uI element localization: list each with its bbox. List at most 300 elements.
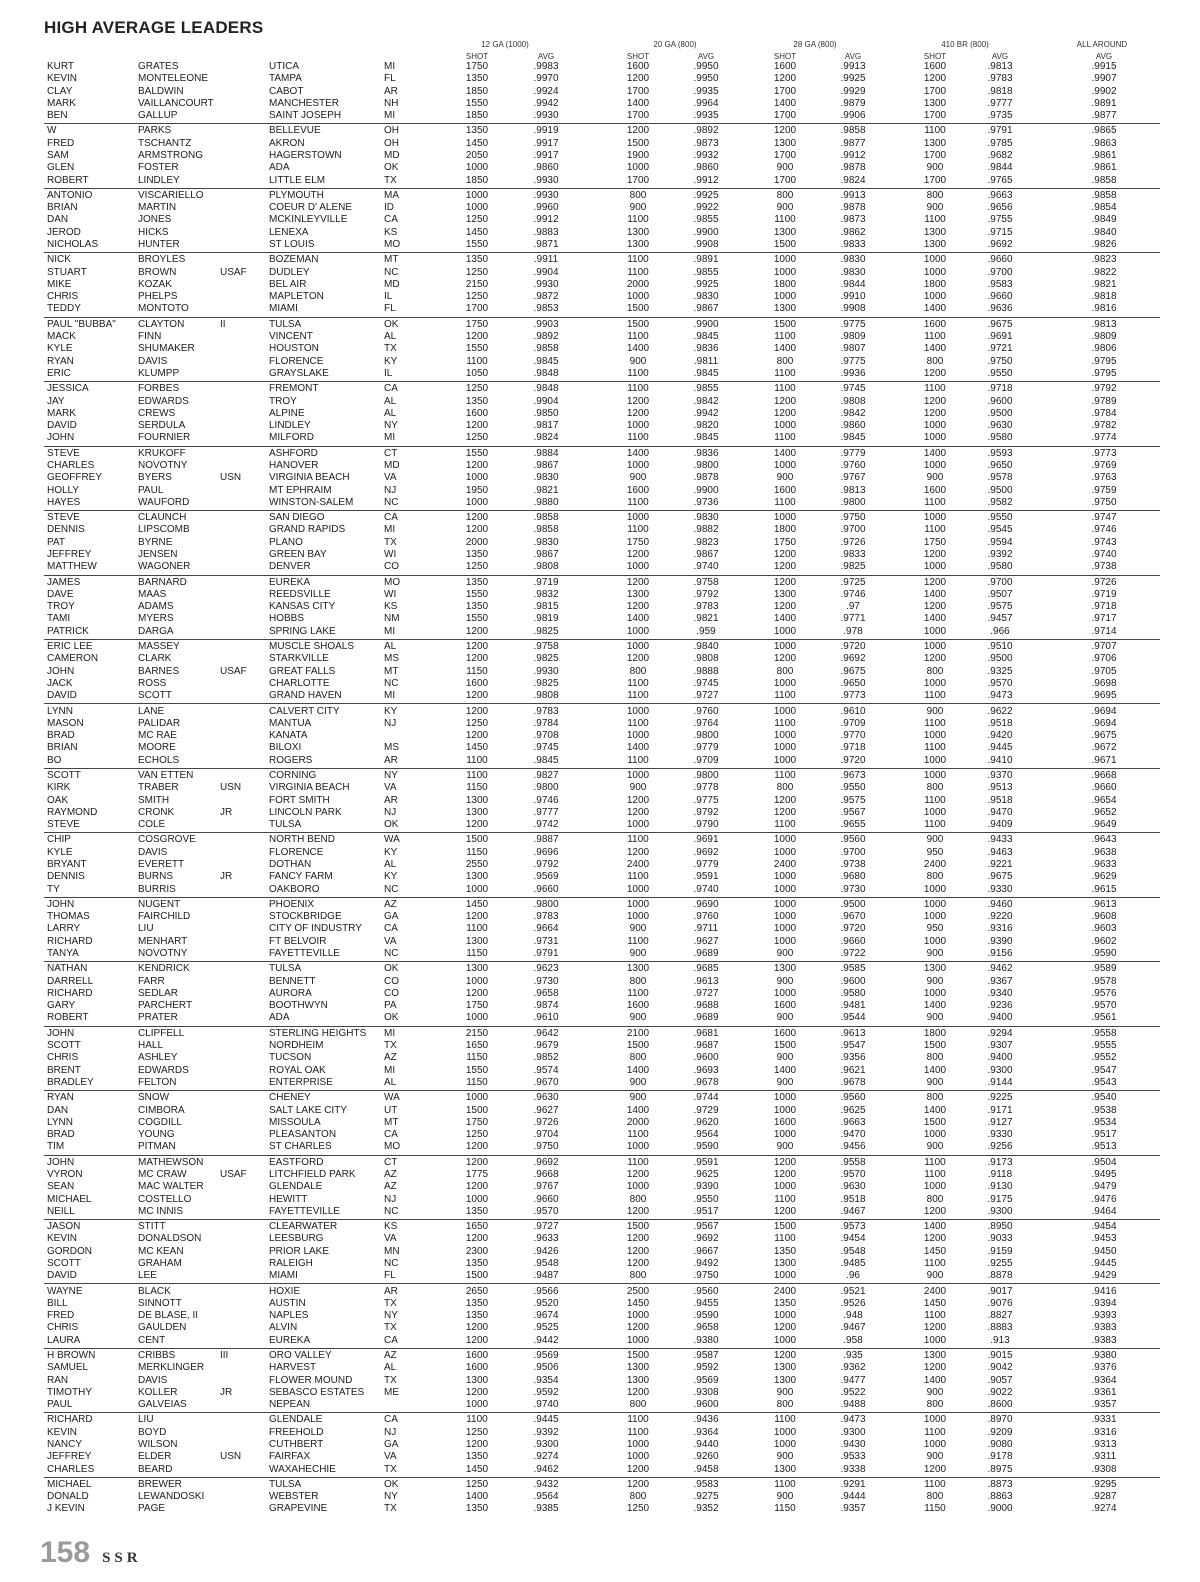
- cell-410br-avg: .9300: [987, 1064, 1013, 1076]
- cell-12ga-avg: .9385: [533, 1503, 559, 1515]
- cell-state: FL: [384, 303, 396, 315]
- cell-28ga-shot: 1000: [773, 883, 797, 895]
- cell-28ga-shot: 900: [776, 1386, 794, 1398]
- cell-410br-shot: 1400: [923, 303, 947, 315]
- cell-first-name: NANCY: [47, 1439, 83, 1450]
- cell-city: STARKVILLE: [269, 653, 329, 665]
- cell-first-name: NATHAN: [47, 963, 88, 975]
- cell-first-name: FRED: [47, 137, 75, 149]
- cell-20ga-shot: 1600: [626, 1000, 650, 1012]
- cell-12ga-shot: 1000: [465, 496, 489, 508]
- cell-20ga-avg: .9778: [693, 782, 719, 794]
- cell-410br-avg: .9715: [987, 226, 1013, 238]
- cell-first-name: OAK: [47, 794, 69, 806]
- cell-first-name: SEAN: [47, 1181, 75, 1193]
- cell-20ga-avg: .9492: [693, 1257, 719, 1269]
- cell-20ga-shot: 1100: [627, 1129, 649, 1140]
- cell-20ga-avg: .9783: [693, 601, 719, 613]
- cell-last-name: EDWARDS: [138, 395, 189, 407]
- cell-410br-avg: .9000: [987, 1503, 1013, 1515]
- cell-first-name: THOMAS: [47, 911, 90, 923]
- cell-all-around-avg: .9823: [1091, 254, 1117, 266]
- cell-410br-shot: 900: [926, 947, 944, 959]
- cell-28ga-shot: 1200: [773, 1205, 797, 1217]
- cell-city: HOBBS: [269, 613, 305, 625]
- cell-city: CHARLOTTE: [269, 677, 330, 689]
- cell-state: AL: [384, 407, 397, 419]
- cell-city: BOOTHWYN: [269, 1000, 328, 1012]
- cell-last-name: BARNARD: [138, 576, 187, 588]
- cell-28ga-avg: .9813: [840, 484, 866, 496]
- cell-410br-avg: .9507: [987, 588, 1013, 600]
- cell-12ga-avg: .9850: [533, 407, 559, 419]
- cell-12ga-shot: 1650: [465, 1040, 489, 1051]
- cell-city: ST CHARLES: [269, 1141, 332, 1153]
- cell-20ga-shot: 1200: [626, 601, 650, 613]
- cell-first-name: TEDDY: [47, 303, 81, 315]
- cell-20ga-avg: .9740: [693, 561, 719, 573]
- cell-state: NC: [384, 496, 399, 508]
- cell-state: TX: [384, 1297, 397, 1309]
- cell-28ga-avg: .9720: [840, 641, 866, 652]
- cell-last-name: MERKLINGER: [138, 1362, 205, 1374]
- cell-12ga-avg: .9867: [533, 460, 559, 471]
- cell-410br-shot: 1100: [924, 1168, 946, 1180]
- cell-20ga-shot: 1200: [626, 1168, 650, 1180]
- cell-20ga-shot: 1100: [627, 367, 649, 379]
- cell-410br-shot: 1000: [923, 432, 947, 444]
- cell-all-around-avg: .9822: [1091, 266, 1117, 278]
- cell-last-name: NOVOTNY: [138, 947, 188, 959]
- cell-first-name: TANYA: [47, 947, 79, 959]
- cell-410br-shot: 900: [926, 202, 944, 214]
- cell-20ga-avg: .9900: [693, 226, 719, 238]
- cell-12ga-avg: .9566: [533, 1285, 559, 1297]
- cell-city: GREAT FALLS: [269, 665, 336, 677]
- cell-all-around-avg: .9813: [1091, 318, 1117, 330]
- cell-410br-avg: .913: [990, 1334, 1010, 1346]
- cell-20ga-avg: .9842: [693, 395, 719, 407]
- cell-12ga-avg: .9858: [533, 512, 559, 524]
- cell-suffix: USAF: [220, 266, 247, 278]
- cell-28ga-shot: 1100: [774, 1233, 796, 1245]
- cell-12ga-shot: 1000: [465, 1193, 489, 1205]
- cell-all-around-avg: .9773: [1091, 447, 1117, 459]
- cell-20ga-avg: .9308: [693, 1386, 719, 1398]
- cell-state: NC: [384, 677, 399, 689]
- cell-last-name: PAUL: [138, 484, 164, 496]
- cell-12ga-avg: .9569: [533, 1350, 559, 1361]
- cell-12ga-avg: .9871: [533, 239, 559, 250]
- header-12ga-avg: AVG: [537, 52, 555, 61]
- cell-last-name: GAULDEN: [138, 1322, 187, 1334]
- cell-410br-shot: 1100: [924, 742, 946, 754]
- cell-410br-avg: .9340: [987, 987, 1013, 999]
- header-410br-shot: SHOT: [923, 52, 947, 61]
- cell-20ga-shot: 2100: [626, 1027, 650, 1039]
- cell-410br-shot: 1500: [923, 1040, 947, 1051]
- cell-20ga-shot: 1200: [626, 576, 650, 588]
- cell-28ga-shot: 900: [776, 162, 794, 174]
- cell-20ga-avg: .9678: [693, 1076, 719, 1088]
- cell-all-around-avg: .9740: [1091, 549, 1117, 560]
- cell-410br-avg: .8873: [987, 1478, 1013, 1490]
- cell-12ga-shot: 1500: [465, 834, 489, 846]
- cell-20ga-shot: 1000: [626, 1141, 650, 1153]
- cell-all-around-avg: .9576: [1091, 987, 1117, 999]
- cell-all-around-avg: .9694: [1091, 717, 1117, 729]
- cell-410br-shot: 1000: [923, 1181, 947, 1193]
- cell-all-around-avg: .9394: [1091, 1297, 1117, 1309]
- cell-12ga-avg: .9548: [533, 1257, 559, 1269]
- cell-410br-shot: 2400: [923, 858, 947, 870]
- cell-20ga-avg: .9583: [693, 1478, 719, 1490]
- cell-28ga-avg: .9521: [840, 1285, 866, 1297]
- cell-state: OH: [384, 137, 399, 149]
- cell-20ga-avg: .9873: [693, 137, 719, 149]
- cell-28ga-avg: .9913: [840, 61, 866, 72]
- cell-state: GA: [384, 1439, 399, 1450]
- cell-last-name: CLAYTON: [138, 318, 185, 330]
- cell-all-around-avg: .9364: [1091, 1374, 1117, 1386]
- cell-410br-avg: .9173: [987, 1156, 1013, 1168]
- cell-all-around-avg: .9561: [1091, 1012, 1117, 1024]
- cell-410br-avg: .9470: [987, 806, 1013, 818]
- cell-410br-avg: .9330: [987, 1129, 1013, 1140]
- cell-first-name: STEVE: [47, 447, 80, 459]
- cell-410br-avg: .8878: [987, 1270, 1013, 1282]
- cell-last-name: ASHLEY: [138, 1052, 178, 1064]
- cell-20ga-shot: 1100: [627, 214, 649, 226]
- group-divider: [44, 317, 1160, 318]
- cell-state: NM: [384, 613, 400, 625]
- cell-first-name: LARRY: [47, 923, 81, 935]
- cell-12ga-shot: 1200: [465, 1322, 489, 1334]
- cell-410br-avg: .9660: [987, 291, 1013, 303]
- cell-20ga-shot: 800: [629, 1491, 647, 1503]
- cell-first-name: JOHN: [47, 1027, 75, 1039]
- cell-12ga-shot: 1300: [465, 806, 489, 818]
- cell-28ga-shot: 900: [776, 1052, 794, 1064]
- group-divider: [44, 832, 1160, 833]
- cell-last-name: SCOTT: [138, 690, 172, 702]
- cell-12ga-avg: .9740: [533, 1399, 559, 1411]
- cell-12ga-shot: 1200: [465, 1233, 489, 1245]
- cell-all-around-avg: .9695: [1091, 690, 1117, 702]
- header-410br-avg: AVG: [991, 52, 1009, 61]
- cell-28ga-shot: 1000: [773, 512, 797, 524]
- cell-410br-shot: 900: [926, 1076, 944, 1088]
- cell-20ga-shot: 1200: [626, 1322, 650, 1334]
- cell-first-name: MIKE: [47, 278, 72, 290]
- cell-410br-shot: 1100: [924, 690, 946, 702]
- cell-last-name: BYERS: [138, 472, 172, 484]
- cell-410br-avg: .9550: [987, 367, 1013, 379]
- cell-first-name: JEFFREY: [47, 549, 92, 560]
- cell-20ga-avg: .9882: [693, 524, 719, 536]
- cell-20ga-avg: .9627: [693, 935, 719, 947]
- cell-410br-shot: 1200: [923, 1463, 947, 1475]
- cell-20ga-avg: .9590: [693, 1141, 719, 1153]
- cell-28ga-shot: 1400: [773, 447, 797, 459]
- cell-28ga-avg: .9825: [840, 561, 866, 573]
- cell-last-name: BEARD: [138, 1463, 173, 1475]
- cell-all-around-avg: .9809: [1091, 331, 1117, 343]
- cell-410br-avg: .9660: [987, 254, 1013, 266]
- cell-20ga-shot: 900: [629, 947, 647, 959]
- cell-state: NC: [384, 1257, 399, 1269]
- cell-city: STERLING HEIGHTS: [269, 1027, 367, 1039]
- cell-28ga-shot: 1700: [773, 174, 797, 186]
- cell-410br-avg: .9636: [987, 303, 1013, 315]
- cell-410br-avg: .9390: [987, 935, 1013, 947]
- cell-12ga-avg: .9942: [533, 97, 559, 109]
- cell-last-name: ELDER: [138, 1451, 172, 1463]
- cell-28ga-shot: 1200: [773, 407, 797, 419]
- cell-28ga-avg: .9760: [840, 460, 866, 471]
- cell-12ga-avg: .9432: [533, 1478, 559, 1490]
- cell-28ga-shot: 1350: [773, 1245, 797, 1257]
- cell-28ga-shot: 1000: [773, 1426, 797, 1438]
- cell-12ga-avg: .9750: [533, 1141, 559, 1153]
- cell-410br-shot: 1300: [923, 226, 947, 238]
- cell-city: ADA: [269, 1012, 290, 1024]
- cell-12ga-avg: .9848: [533, 367, 559, 379]
- cell-12ga-shot: 1550: [465, 613, 489, 625]
- cell-20ga-shot: 900: [629, 355, 647, 367]
- cell-20ga-shot: 1600: [626, 484, 650, 496]
- cell-410br-avg: .9663: [987, 189, 1013, 201]
- cell-20ga-avg: .9591: [693, 871, 719, 883]
- cell-20ga-avg: .9855: [693, 266, 719, 278]
- cell-20ga-shot: 800: [629, 1052, 647, 1064]
- cell-all-around-avg: .9668: [1091, 770, 1117, 781]
- cell-28ga-shot: 1200: [773, 73, 797, 85]
- cell-city: SEBASCO ESTATES: [269, 1386, 365, 1398]
- cell-28ga-avg: .9680: [840, 871, 866, 883]
- cell-28ga-avg: .9477: [840, 1374, 866, 1386]
- cell-12ga-avg: .9960: [533, 202, 559, 214]
- cell-28ga-shot: 1600: [773, 1000, 797, 1012]
- cell-28ga-avg: .9357: [840, 1503, 866, 1515]
- cell-20ga-shot: 1100: [627, 1426, 649, 1438]
- cell-first-name: MARK: [47, 407, 76, 419]
- cell-410br-shot: 1000: [923, 254, 947, 266]
- cell-city: GLENDALE: [269, 1181, 323, 1193]
- cell-410br-shot: 1100: [924, 383, 946, 395]
- cell-12ga-shot: 1600: [465, 407, 489, 419]
- cell-all-around-avg: .9552: [1091, 1052, 1117, 1064]
- cell-all-around-avg: .9759: [1091, 484, 1117, 496]
- cell-12ga-shot: 1350: [465, 395, 489, 407]
- cell-last-name: WILSON: [138, 1439, 178, 1450]
- cell-410br-avg: .9463: [987, 846, 1013, 858]
- cell-20ga-avg: .9564: [693, 1129, 719, 1140]
- cell-last-name: BROYLES: [138, 254, 186, 266]
- cell-28ga-shot: 1100: [774, 717, 796, 729]
- cell-first-name: CHARLES: [47, 1463, 95, 1475]
- cell-last-name: NUGENT: [138, 898, 181, 910]
- cell-20ga-shot: 1200: [626, 549, 650, 560]
- cell-28ga-avg: .9454: [840, 1233, 866, 1245]
- cell-28ga-avg: .9548: [840, 1245, 866, 1257]
- cell-12ga-avg: .9274: [533, 1451, 559, 1463]
- cell-state: TX: [384, 343, 397, 355]
- cell-28ga-avg: .9910: [840, 291, 866, 303]
- cell-all-around-avg: .9311: [1091, 1451, 1117, 1463]
- cell-28ga-shot: 1400: [773, 343, 797, 355]
- cell-city: KANSAS CITY: [269, 601, 336, 613]
- cell-12ga-avg: .9442: [533, 1334, 559, 1346]
- cell-last-name: LANE: [138, 705, 165, 717]
- cell-28ga-shot: 1200: [773, 125, 797, 137]
- cell-28ga-avg: .9845: [840, 432, 866, 444]
- cell-last-name: CLARK: [138, 653, 172, 665]
- cell-20ga-shot: 800: [629, 665, 647, 677]
- cell-all-around-avg: .9750: [1091, 496, 1117, 508]
- cell-city: PLANO: [269, 536, 303, 548]
- cell-20ga-avg: .9727: [693, 690, 719, 702]
- cell-410br-avg: .9500: [987, 484, 1013, 496]
- cell-28ga-avg: .9533: [840, 1451, 866, 1463]
- cell-20ga-avg: .9964: [693, 97, 719, 109]
- cell-city: UTICA: [269, 61, 299, 72]
- cell-20ga-shot: 1200: [626, 1463, 650, 1475]
- cell-first-name: CHRIS: [47, 1052, 79, 1064]
- cell-last-name: CENT: [138, 1334, 166, 1346]
- group-divider: [44, 1283, 1160, 1284]
- cell-20ga-shot: 2000: [626, 278, 650, 290]
- cell-28ga-avg: .9720: [840, 754, 866, 766]
- cell-410br-shot: 1100: [924, 1156, 946, 1168]
- cell-20ga-shot: 1000: [626, 1181, 650, 1193]
- cell-all-around-avg: .9743: [1091, 536, 1117, 548]
- cell-410br-shot: 1400: [923, 1104, 947, 1116]
- cell-20ga-avg: .9950: [693, 61, 719, 72]
- cell-20ga-shot: 1000: [626, 770, 650, 781]
- cell-12ga-shot: 1350: [465, 549, 489, 560]
- cell-410br-avg: .9316: [987, 923, 1013, 935]
- cell-state: MS: [384, 653, 399, 665]
- cell-12ga-shot: 1600: [465, 1350, 489, 1361]
- cell-12ga-shot: 1500: [465, 1104, 489, 1116]
- cell-first-name: JESSICA: [47, 383, 89, 395]
- cell-20ga-avg: .9836: [693, 343, 719, 355]
- cell-last-name: FORBES: [138, 383, 180, 395]
- cell-first-name: NICHOLAS: [47, 239, 99, 250]
- cell-all-around-avg: .9863: [1091, 137, 1117, 149]
- cell-20ga-avg: .9867: [693, 549, 719, 560]
- cell-410br-shot: 1400: [923, 447, 947, 459]
- cell-12ga-avg: .9627: [533, 1104, 559, 1116]
- cell-last-name: NOVOTNY: [138, 460, 188, 471]
- cell-28ga-shot: 2400: [773, 1285, 797, 1297]
- cell-20ga-avg: .9567: [693, 1221, 719, 1233]
- cell-28ga-shot: 1150: [774, 1503, 796, 1515]
- cell-20ga-shot: 1300: [626, 588, 650, 600]
- cell-12ga-shot: 1200: [465, 1386, 489, 1398]
- cell-28ga-avg: .9830: [840, 266, 866, 278]
- cell-first-name: TROY: [47, 601, 75, 613]
- group-divider: [44, 1348, 1160, 1349]
- cell-state: MD: [384, 150, 400, 161]
- cell-12ga-shot: 1150: [466, 846, 488, 858]
- cell-20ga-avg: .9352: [693, 1503, 719, 1515]
- cell-20ga-shot: 1000: [626, 460, 650, 471]
- cell-410br-shot: 1100: [924, 496, 946, 508]
- cell-12ga-avg: .9845: [533, 754, 559, 766]
- cell-suffix: USAF: [220, 665, 247, 677]
- cell-20ga-avg: .9820: [693, 420, 719, 432]
- cell-12ga-avg: .9592: [533, 1386, 559, 1398]
- cell-410br-shot: 1700: [923, 150, 947, 161]
- cell-28ga-avg: .9670: [840, 911, 866, 923]
- cell-12ga-avg: .9445: [533, 1414, 559, 1426]
- cell-last-name: JENSEN: [138, 549, 178, 560]
- cell-state: IL: [384, 367, 393, 379]
- footer-mark: SSR: [102, 1550, 142, 1566]
- cell-28ga-avg: .9663: [840, 1116, 866, 1128]
- cell-12ga-avg: .9819: [533, 613, 559, 625]
- cell-city: ASHFORD: [269, 447, 318, 459]
- cell-20ga-avg: .9760: [693, 705, 719, 717]
- cell-20ga-shot: 1500: [626, 137, 650, 149]
- group-divider: [44, 703, 1160, 704]
- header-20ga: 20 GA (800): [653, 40, 697, 49]
- cell-state: NJ: [384, 1426, 397, 1438]
- cell-first-name: DAVID: [47, 420, 77, 432]
- cell-12ga-shot: 1050: [465, 367, 489, 379]
- cell-last-name: LIU: [138, 1414, 154, 1426]
- cell-all-around-avg: .9861: [1091, 162, 1117, 174]
- cell-12ga-shot: 1100: [466, 355, 488, 367]
- cell-20ga-shot: 1100: [627, 677, 649, 689]
- cell-28ga-avg: .9700: [840, 524, 866, 536]
- cell-410br-shot: 1000: [923, 911, 947, 923]
- cell-last-name: CIMBORA: [138, 1104, 185, 1116]
- cell-first-name: BRAD: [47, 730, 75, 741]
- cell-last-name: KRUKOFF: [138, 447, 186, 459]
- cell-20ga-avg: .9709: [693, 754, 719, 766]
- cell-state: CO: [384, 987, 399, 999]
- cell-410br-avg: .9330: [987, 883, 1013, 895]
- cell-first-name: NICK: [47, 254, 71, 266]
- cell-20ga-avg: .9690: [693, 898, 719, 910]
- cell-28ga-avg: .9844: [840, 278, 866, 290]
- cell-12ga-shot: 1200: [465, 911, 489, 923]
- cell-20ga-shot: 1100: [627, 690, 649, 702]
- cell-12ga-avg: .9696: [533, 846, 559, 858]
- cell-first-name: KEVIN: [47, 73, 78, 85]
- cell-12ga-avg: .9564: [533, 1491, 559, 1503]
- cell-last-name: JONES: [138, 214, 172, 226]
- cell-410br-avg: .966: [990, 625, 1010, 637]
- cell-28ga-avg: .9580: [840, 987, 866, 999]
- cell-12ga-avg: .9858: [533, 343, 559, 355]
- cell-410br-shot: 1700: [923, 174, 947, 186]
- cell-last-name: WAUFORD: [138, 496, 190, 508]
- cell-28ga-shot: 1000: [773, 1092, 797, 1104]
- cell-20ga-avg: .9620: [693, 1116, 719, 1128]
- cell-state: MD: [384, 460, 400, 471]
- cell-12ga-avg: .9860: [533, 162, 559, 174]
- cell-28ga-avg: .9726: [840, 536, 866, 548]
- cell-20ga-shot: 1400: [626, 613, 650, 625]
- cell-city: LITTLE ELM: [269, 174, 326, 186]
- cell-state: VA: [384, 472, 397, 484]
- cell-12ga-shot: 2000: [465, 536, 489, 548]
- cell-20ga-avg: .9685: [693, 963, 719, 975]
